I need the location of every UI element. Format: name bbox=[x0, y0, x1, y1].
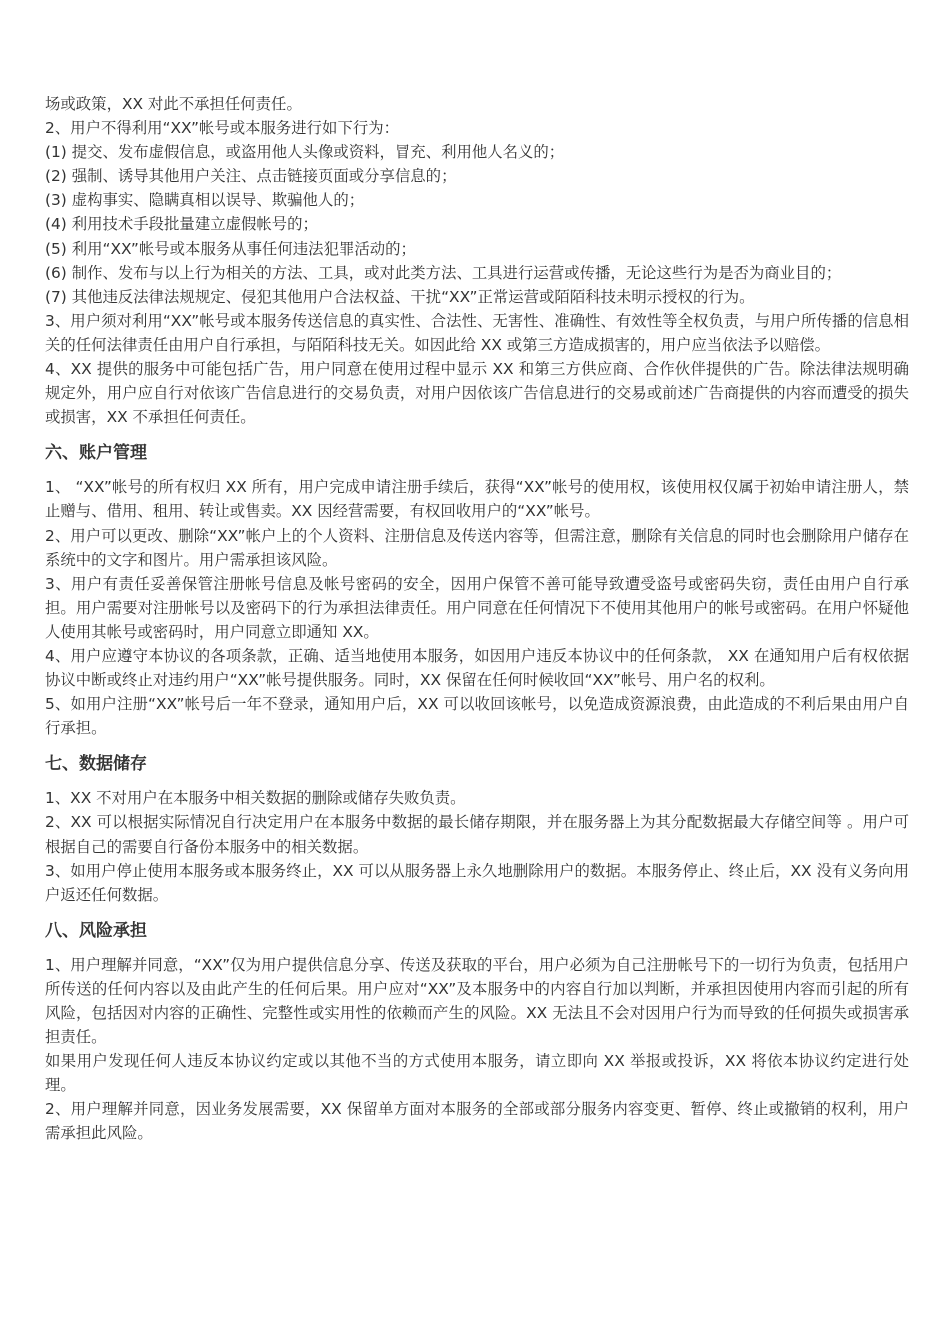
list-item: (3) 虚构事实、隐瞒真相以误导、欺骗他人的； bbox=[45, 191, 365, 210]
document-page bbox=[45, 92, 909, 1146]
section-prev-content bbox=[45, 92, 909, 429]
paragraph: 如果用户发现任何人违反本协议约定或以其他不当的方式使用本服务，请立即向 XX 举报或投诉，XX 将依本协议约定进行处理。 bbox=[45, 1052, 909, 1095]
section-heading-risk: 八、风险承担 bbox=[45, 920, 147, 941]
paragraph: 2、用户可以更改、删除“XX”帐户上的个人资料、注册信息及传送内容等，但需注意，删除有关信息的同时也会删除用户储存在系统中的文字和图片。用户需承担该风险。 bbox=[45, 526, 909, 569]
paragraph: 1、XX 不对用户在本服务中相关数据的删除或储存失败负责。 bbox=[45, 789, 466, 808]
paragraph: 2、用户理解并同意，因业务发展需要，XX 保留单方面对本服务的全部或部分服务内容变更、暂停、终止或撤销的权利，用户需承担此风险。 bbox=[45, 1100, 909, 1143]
paragraph: 2、用户不得利用“XX”帐号或本服务进行如下行为： bbox=[45, 119, 400, 138]
paragraph: 1、用户理解并同意，“XX”仅为用户提供信息分享、传送及获取的平台，用户必须为自己注册帐号下的一切行为负责，包括用户所传送的任何内容以及由此产生的任何后果。用户应对“XX”及本服务中的内容自行加以判断，并承担因使用内容而引起的所有风险，包括因对内容的正确性、完整性或实用性的依赖而产生的风险。XX 无法且不会对因用户行为而导致的任何损失或损害承担责任。 bbox=[45, 955, 909, 1047]
paragraph: 5、如用户注册“XX”帐号后一年不登录，通知用户后，XX 可以收回该帐号，以免造成资源浪费，由此造成的不利后果由用户自行承担。 bbox=[45, 695, 909, 738]
section-heading-account-management: 六、账户管理 bbox=[45, 443, 147, 464]
paragraph: 场或政策，XX 对此不承担任何责任。 bbox=[45, 95, 302, 113]
paragraph: 4、用户应遵守本协议的各项条款，正确、适当地使用本服务，如因用户违反本协议中的任何条款， XX 在通知用户后有权依据协议中断或终止对违约用户“XX”帐号提供服务。同时，XX 保留在任何时候收回“XX”帐号、用户名的权利。 bbox=[45, 646, 909, 690]
section-data-storage bbox=[45, 786, 909, 906]
list-item: (1) 提交、发布虚假信息，或盗用他人头像或资料，冒充、利用他人名义的； bbox=[45, 143, 565, 162]
section-account-management bbox=[45, 475, 909, 740]
list-item: (4) 利用技术手段批量建立虚假帐号的； bbox=[45, 215, 318, 234]
list-item: (6) 制作、发布与以上行为相关的方法、工具，或对此类方法、工具进行运营或传播，无论这些行为是否为商业目的； bbox=[45, 263, 842, 282]
paragraph: 2、XX 可以根据实际情况自行决定用户在本服务中数据的最长储存期限，并在服务器上为其分配数据最大存储空间等 。用户可根据自己的需要自行备份本服务中的相关数据。 bbox=[45, 813, 909, 856]
list-item: (2) 强制、诱导其他用户关注、点击链接页面或分享信息的； bbox=[45, 167, 457, 186]
paragraph: 1、 “XX”帐号的所有权归 XX 所有，用户完成申请注册手续后，获得“XX”帐号的使用权，该使用权仅属于初始申请注册人，禁止赠与、借用、租用、转让或售卖。XX 因经营需要，有权回收用户的“XX”帐号。 bbox=[45, 478, 909, 521]
list-item: (5) 利用“XX”帐号或本服务从事任何违法犯罪活动的； bbox=[45, 239, 416, 258]
list-item: (7) 其他违反法律法规规定、侵犯其他用户合法权益、干扰“XX”正常运营或陌陌科技未明示授权的行为。 bbox=[45, 287, 755, 306]
paragraph: 3、如用户停止使用本服务或本服务终止，XX 可以从服务器上永久地删除用户的数据。本服务停止、终止后，XX 没有义务向用户返还任何数据。 bbox=[45, 861, 909, 904]
section-heading-data-storage: 七、数据储存 bbox=[45, 754, 147, 775]
paragraph: 4、XX 提供的服务中可能包括广告，用户同意在使用过程中显示 XX 和第三方供应商、合作伙伴提供的广告。除法律法规明确规定外，用户应自行对依该广告信息进行的交易负责，对用户因依该广告信息进行的交易或前述广告商提供的内容而遭受的损失或损害，XX 不承担任何责任。 bbox=[45, 360, 909, 427]
section-risk bbox=[45, 953, 909, 1146]
paragraph: 3、用户有责任妥善保管注册帐号信息及帐号密码的安全，因用户保管不善可能导致遭受盗号或密码失窃，责任由用户自行承担。用户需要对注册帐号以及密码下的行为承担法律责任。用户同意在任何情况下不使用其他用户的帐号或密码。在用户怀疑他人使用其帐号或密码时，用户同意立即通知 XX。 bbox=[45, 574, 909, 641]
paragraph: 3、用户须对利用“XX”帐号或本服务传送信息的真实性、合法性、无害性、准确性、有效性等全权负责，与用户所传播的信息相关的任何法律责任由用户自行承担，与陌陌科技无关。如因此给 XX 或第三方造成损害的，用户应当依法予以赔偿。 bbox=[45, 311, 909, 354]
